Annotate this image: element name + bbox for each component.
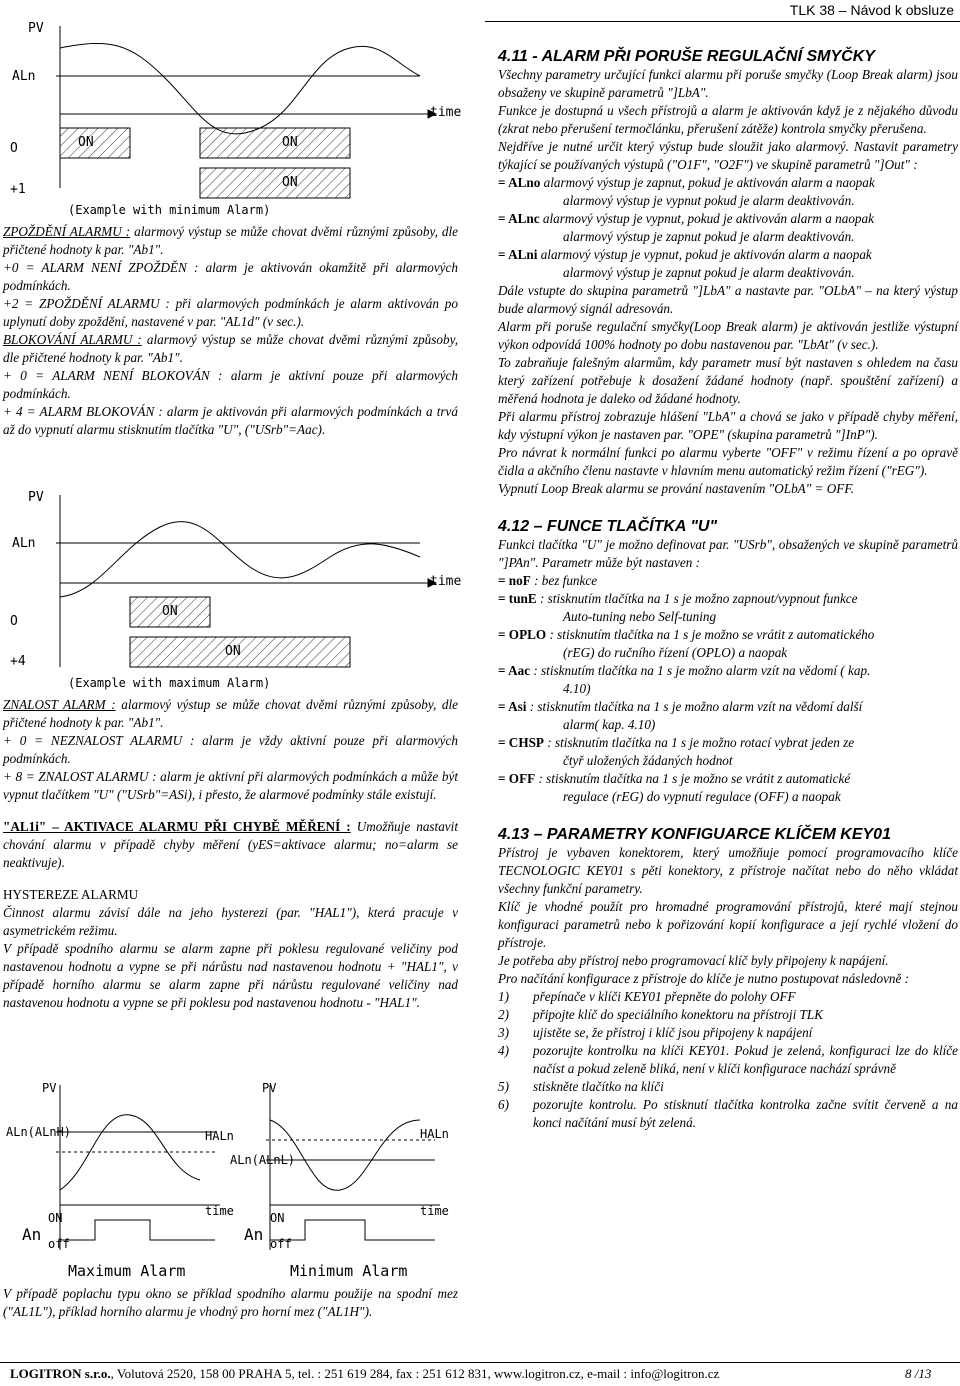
paragraph: Přístroj je vybaven konektorem, který umožňuje pomocí programovacího klíče TECNOLOGIC KEY01 s pěti konektory, z přístroje načítat nebo do něho vkládat všechny funkční parametry. (498, 845, 958, 896)
list-item (498, 1078, 958, 1096)
on-label: ON (48, 1211, 63, 1225)
option-text: : stisknutím tlačítka na 1 s je možno zapnout/vypnout funkce (536, 591, 858, 606)
option-text: : stisknutím tlačítka na 1 s je možno alarm vzít na vědomí další (526, 699, 863, 714)
option-code: = ALno (498, 175, 541, 190)
pv-curve (60, 522, 420, 597)
an-label: An (22, 1225, 42, 1244)
steps-list (498, 988, 958, 1132)
on-label: ON (162, 604, 178, 619)
paragraph: alarmový výstup se může chovat dvěmi různými způsoby, dle přičtené hodnoty k par. "Ab1". (3, 332, 459, 365)
list-item (498, 1024, 958, 1042)
option-text: alarm( kap. 4.10) (563, 717, 656, 732)
haln-label: HALn (420, 1127, 449, 1141)
list-item-text: pozorujte kontrolku na klíči KEY01. Pokud je zelená, konfiguraci lze do klíče načíst a pokud zeleně bliká, není v klíči konfigurace nachází správně (533, 1043, 958, 1076)
list-item-text: stiskněte tlačítko na klíči (533, 1079, 664, 1094)
section-heading: 4.12 – FUNCE TLAČÍTKA "U" (498, 518, 718, 535)
time-label: time (420, 1204, 449, 1218)
option-code: = noF (498, 573, 531, 588)
paragraph: Pro návrat k normální funkci po alarmu vyberte "OFF" v režimu řízení a po opravě čidla a akčního členu nastavte v hlavním menu automatický režim řízení ("rEG"). (498, 445, 958, 478)
list-item-number: 5) (498, 1079, 509, 1094)
section-heading: "AL1i" – AKTIVACE ALARMU PŘI CHYBĚ MĚŘENÍ : (3, 819, 351, 834)
pv-label: PV (28, 21, 44, 36)
paragraph: V případě poplachu typu okno se příklad spodního alarmu použije na spodní mez ("AL1L"), příklad horního alarmu je vhodný pro horní mez ("AL1H"). (3, 1286, 458, 1319)
option-text: alarmový výstup je vypnut, pokud je aktivován alarm a naopak (537, 247, 872, 262)
alarm-diagram-maximum (0, 487, 480, 692)
option-text: : stisknutím tlačítka na 1 s je možno rotací vybrat jeden ze (543, 735, 855, 750)
paragraph: Funkci tlačítka "U" je možno definovat par. "USrb", obsažených ve skupině parametrů "]PAn". Parametr může být nastaven : (498, 537, 958, 570)
off-label: off (270, 1237, 292, 1251)
paragraph: Alarm při poruše regulační smyčky(Loop Break alarm) je aktivován jestliže výstupní výkon odpovídá 100% hodnoty po dobu nastavenou par. "LbAt" (v sec.). (498, 319, 958, 352)
on-label: ON (225, 644, 241, 659)
alarm-output (60, 1220, 215, 1240)
paragraph: alarmový výstup se může chovat dvěmi různými způsoby, dle přičtené hodnoty k par. "Ab1". (3, 697, 459, 730)
paragraph: Vypnutí Loop Break alarmu se prování nastavením "OLbA" = OFF. (498, 481, 854, 496)
list-item (498, 1096, 958, 1132)
pv-label: PV (262, 1081, 277, 1095)
left-text-end (3, 1285, 458, 1321)
option-text: alarmový výstup je zapnut pokud je alarm deaktivován. (563, 265, 855, 280)
paragraph: Umožňuje nastavit chování alarmu v případě chyby měření (yES=aktivace alarmu; no=alarm se neaktivuje). (3, 819, 458, 870)
option-text: : bez funkce (530, 573, 598, 588)
diagram-caption: Minimum Alarm (290, 1262, 408, 1280)
alarm-output (270, 1220, 435, 1240)
option-text: čtyř uložených žádaných hodnot (563, 753, 733, 768)
page-footer (0, 1362, 960, 1386)
section-heading: HYSTEREZE ALARMU (3, 887, 139, 902)
option-code: = tunE (498, 591, 537, 606)
haln-label: HALn (205, 1129, 234, 1143)
time-label: time (430, 105, 462, 120)
hysteresis-diagrams (0, 1080, 480, 1280)
paragraph: Při alarmu přístroj zobrazuje hlášení "LbA" a chová se jako v případě chyby měření, kdy výstupní výkon je nastaven par. "OPE" (skupina parametrů "]InP"). (498, 409, 958, 442)
option-code: = CHSP (498, 735, 544, 750)
on-label: ON (78, 135, 94, 150)
paragraph: + 0 = NEZNALOST ALARMU : alarm je vždy aktivní pouze při alarmových podmínkách. (3, 733, 458, 766)
alarm-diagram-minimum (0, 18, 480, 223)
option-code: = OFF (498, 771, 536, 786)
option-code: = ALnc (498, 211, 540, 226)
header-title: TLK 38 – Návod k obsluze (789, 2, 954, 18)
paragraph: + 0 = ALARM NENÍ BLOKOVÁN : alarm je aktivní pouze při alarmových podmínkách. (3, 368, 458, 401)
section-heading: 4.11 - ALARM PŘI PORUŠE REGULAČNÍ SMYČKY (498, 48, 875, 65)
option-text: 4.10) (563, 681, 591, 696)
aln-label: ALn (12, 536, 36, 551)
option-text: alarmový výstup je vypnut pokud je alarm deaktivován. (563, 193, 855, 208)
list-item-text: připojte klíč do speciálního konektoru na přístroji TLK (533, 1007, 823, 1022)
paragraph: Je potřeba aby přístroj nebo programovací klíč byly připojeny k napájení. (498, 953, 889, 968)
option-code: = Asi (498, 699, 527, 714)
option-text: (rEG) do ručního řízení (OPLO) a naopak (563, 645, 788, 660)
option-text: regulace (rEG) do vypnutí regulace (OFF) a naopak (563, 789, 841, 804)
option-text: alarmový výstup je zapnut pokud je alarm deaktivován. (563, 229, 855, 244)
company-name: LOGITRON s.r.o. (10, 1366, 111, 1381)
time-label: time (430, 574, 462, 589)
pv-label: PV (28, 490, 44, 505)
aln-label: ALn(ALnL) (230, 1153, 296, 1167)
plus-one-label: +1 (10, 182, 26, 197)
paragraph: +0 = ALARM NENÍ ZPOŽDĚN : alarm je aktivován okamžitě při alarmových podmínkách. (3, 260, 458, 293)
diagram-caption: (Example with minimum Alarm) (68, 203, 271, 217)
right-column (498, 48, 958, 1132)
option-text: : stisknutím tlačítka na 1 s je možno se vrátit z automatického (546, 627, 875, 642)
option-text: : stisknutím tlačítka na 1 s je možno alarm vzít na vědomí ( kap. (530, 663, 871, 678)
option-code: = ALni (498, 247, 538, 262)
aln-label: ALn (12, 69, 36, 84)
page-number: 8 /13 (905, 1366, 932, 1381)
paragraph: Klíč je vhodné použít pro hromadné programování přístrojů, které mají stejnou konfiguraci parametrů nebo k pořizování kopií konfigurace a její rychlé vložení do přístroje. (498, 899, 958, 950)
diagram-caption: (Example with maximum Alarm) (68, 676, 271, 690)
paragraph: To zabraňuje falešným alarmům, kdy parametr musí být nastaven s ohledem na času který zařízení potřebuje k dosažení žádané hodnoty (např. spouštění zařízení) a měřená hodnota je daleko od žádané hodnoty. (498, 355, 958, 406)
on-label: ON (270, 1211, 285, 1225)
option-code: = Aac (498, 663, 531, 678)
off-label: off (48, 1237, 70, 1251)
paragraph: V případě spodního alarmu se alarm zapne při poklesu regulované veličiny pod nastavenou hodnotu a vypne se při nárůstu nad nastavenou hodnotu + "HAL1", v případě horního alarmu se alarm zapne při nárůstu regulované veličiny nad nastavenou hodnotu a vypne se při poklesu pod nastavenou hodnotu - "HAL1". (3, 941, 458, 1010)
paragraph: alarmový výstup se může chovat dvěmi různými způsoby, dle přičtené hodnoty k par. "Ab1". (3, 224, 458, 257)
diagram-caption: Maximum Alarm (68, 1262, 186, 1280)
plus-four-label: +4 (10, 654, 26, 669)
list-item-text: ujistěte se, že přístroj i klíč jsou připojeny k napájení (533, 1025, 813, 1040)
paragraph: +2 = ZPOŽDĚNÍ ALARMU : při alarmových podmínkách je alarm aktivován po uplynutí doby zpoždění, nastavené v par. "AL1d" (v sec.). (3, 296, 458, 329)
section-heading: ZPOŽDĚNÍ ALARMU : (3, 224, 131, 239)
option-text: alarmový výstup je zapnut, pokud je aktivován alarm a naopak (540, 175, 875, 190)
aln-label: ALn(ALnH) (6, 1125, 72, 1139)
left-text-top (3, 223, 458, 439)
list-item-number: 3) (498, 1025, 509, 1040)
list-item (498, 1006, 958, 1024)
section-heading: ZNALOST ALARM : (3, 697, 116, 712)
option-code: = OPLO (498, 627, 547, 642)
paragraph: Pro načítání konfigurace z přístroje do klíče je nutno postupovat následovně : (498, 971, 910, 986)
option-text: : stisknutím tlačítka na 1 s je možno se vrátit z automatické (535, 771, 851, 786)
list-item-text: pozorujte kontrolu. Po stisknutí tlačítka kontrolka začne svítit červeně a na konci načítání musí být zelená. (533, 1097, 958, 1130)
list-item-number: 4) (498, 1043, 509, 1058)
paragraph: Nejdříve je nutné určit který výstup bude sloužit jako alarmový. Nastavit parametry týkající se používaných výstupů ("O1F", "O2F") ve skupině parametrů "]Out" : (498, 139, 958, 172)
list-item-number: 1) (498, 989, 509, 1004)
paragraph: Funkce je dostupná u všech přístrojů a alarm je aktivován když je z nějakého důvodu (zkrat nebo přerušení termočlánku, přerušení zátěže) kontrola smyčky přerušena. (498, 103, 958, 136)
pv-label: PV (42, 1081, 57, 1095)
zero-label: O (10, 614, 18, 629)
list-item-text: přepínače v klíči KEY01 přepněte do polohy OFF (533, 989, 796, 1004)
footer-contact: , Volutová 2520, 158 00 PRAHA 5, tel. : 251 619 284, fax : 251 612 831, www.logitron.cz, e-mail : info@logitron.cz (110, 1366, 720, 1381)
on-label: ON (282, 175, 298, 190)
option-text: alarmový výstup je vypnut, pokud je aktivován alarm a naopak (539, 211, 874, 226)
paragraph: Všechny parametry určující funkci alarmu při poruše smyčky (Loop Break alarm) jsou obsaženy ve skupině parametrů "]LbA". (498, 67, 958, 100)
time-label: time (205, 1204, 234, 1218)
left-text-bottom (3, 696, 458, 1012)
zero-label: O (10, 141, 18, 156)
list-item-number: 6) (498, 1097, 509, 1112)
section-heading: BLOKOVÁNÍ ALARMU : (3, 332, 142, 347)
paragraph: Činnost alarmu závisí dále na jeho hysterezi (par. "HAL1"), která pracuje v asymetrickém režimu. (3, 905, 458, 938)
paragraph: + 4 = ALARM BLOKOVÁN : alarm je aktivován při alarmových podmínkách a trvá až do vypnutí alarmu stisknutím tlačítka "U", ("USrb"=Aac). (3, 404, 458, 437)
section-heading: 4.13 – PARAMETRY KONFIGUARCE KLÍČEM KEY01 (498, 826, 891, 843)
pv-curve (60, 43, 420, 133)
paragraph: + 8 = ZNALOST ALARMU : alarm je aktivní při alarmových podmínkách a může být vypnut tlačítkem "U" ("USrb"=ASi), i přesto, že alarmové podmínky stále existují. (3, 769, 458, 802)
list-item-number: 2) (498, 1007, 509, 1022)
paragraph: Dále vstupte do skupina parametrů "]LbA" a nastavte par. "OLbA" – na který výstup bude alarmový signál adresován. (498, 283, 958, 316)
an-label: An (244, 1225, 264, 1244)
on-label: ON (282, 135, 298, 150)
list-item (498, 1042, 958, 1078)
option-text: Auto-tuning nebo Self-tuning (563, 609, 717, 624)
list-item (498, 988, 958, 1006)
